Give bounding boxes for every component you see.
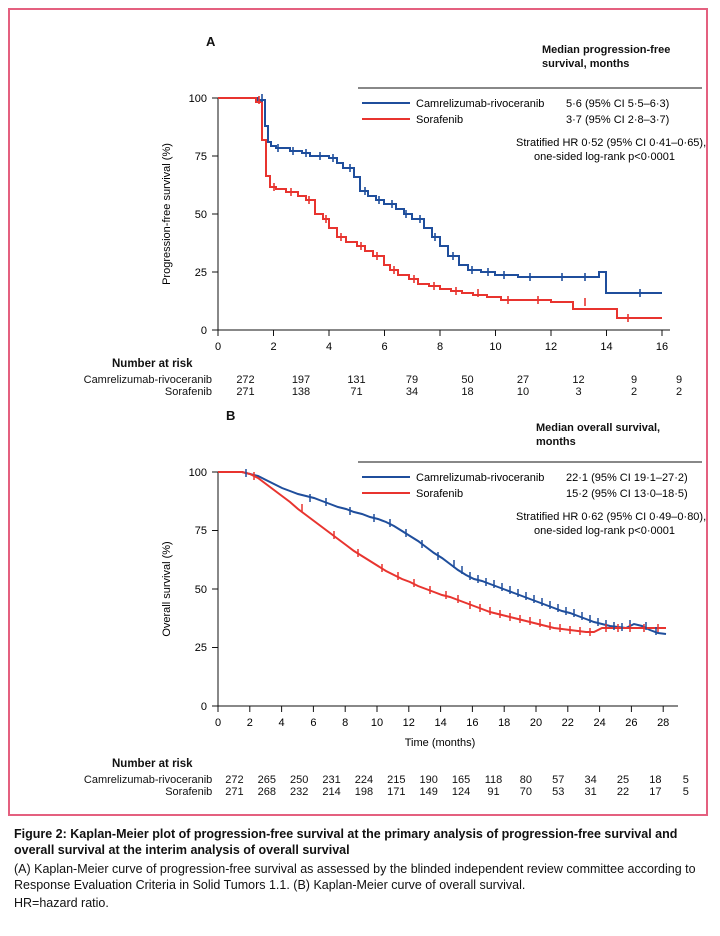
risk-cell: 31 xyxy=(584,786,597,798)
panel-a-risk-title: Number at risk xyxy=(112,358,193,370)
svg-text:75: 75 xyxy=(194,151,207,163)
panel-a-chart xyxy=(10,20,710,410)
svg-text:50: 50 xyxy=(194,584,207,596)
svg-text:10: 10 xyxy=(370,717,384,729)
svg-text:0: 0 xyxy=(214,717,222,729)
panel-b-risk-row-label-camrelizumab: Camrelizumab-rivoceranib xyxy=(83,774,213,786)
risk-cell: 215 xyxy=(387,774,406,786)
panel-b-x-ticks xyxy=(215,706,669,729)
risk-cell: 190 xyxy=(419,774,438,786)
panel-a-x-ticks xyxy=(215,330,668,353)
risk-cell: 5 xyxy=(682,786,689,798)
svg-text:0: 0 xyxy=(200,701,207,713)
svg-text:0: 0 xyxy=(200,325,207,337)
table-row xyxy=(24,786,700,798)
svg-text:20: 20 xyxy=(529,717,543,729)
risk-cell: 2 xyxy=(630,386,638,398)
panel-b-stat-line1: Stratified HR 0·62 (95% CI 0·49–0·80), xyxy=(516,511,707,523)
svg-text:16: 16 xyxy=(466,717,479,729)
panel-a-legend-label-sorafenib: Sorafenib xyxy=(416,114,464,126)
panel-b-legend-label-sorafenib: Sorafenib xyxy=(416,488,464,500)
risk-cell: 18 xyxy=(461,386,474,398)
panel-b-chart xyxy=(10,414,710,774)
risk-cell: 10 xyxy=(516,386,530,398)
figure-caption-title: Figure 2: Kaplan-Meier plot of progression-free survival at the primary analysis of progression-free survival and overall survival at the interim analysis of overall survival xyxy=(14,827,678,858)
figure-caption-abbrev: HR=hazard ratio. xyxy=(14,896,109,910)
panel-a-curve-sorafenib xyxy=(218,98,662,318)
panel-a-curve-camrelizumab xyxy=(218,98,662,293)
risk-cell: 271 xyxy=(236,386,255,398)
risk-cell: 197 xyxy=(291,374,311,386)
svg-text:50: 50 xyxy=(194,209,207,221)
risk-cell: 80 xyxy=(519,774,532,786)
svg-text:14: 14 xyxy=(434,717,447,729)
svg-text:6: 6 xyxy=(310,717,317,729)
table-row xyxy=(24,374,696,386)
panel-a-legend-header-line1: Median progression-free xyxy=(542,44,671,56)
panel-b-x-axis-title: Time (months) xyxy=(404,737,476,749)
panel-b-legend-header-line2: months xyxy=(536,435,576,448)
risk-cell: 265 xyxy=(257,774,277,786)
svg-text:18: 18 xyxy=(498,717,511,729)
risk-cell: 224 xyxy=(354,774,374,786)
panel-b-stat-line2: one-sided log-rank p<0·0001 xyxy=(534,525,675,537)
risk-cell: 165 xyxy=(451,774,471,786)
figure-caption xyxy=(14,826,706,913)
svg-text:8: 8 xyxy=(342,717,349,729)
table-row xyxy=(24,386,696,398)
risk-cell: 71 xyxy=(350,386,363,398)
risk-cell: 272 xyxy=(225,774,244,786)
risk-cell: 171 xyxy=(387,786,406,798)
panel-a-median-camrelizumab: 5·6 (95% CI 5·5–6·3) xyxy=(566,98,670,110)
risk-cell: 5 xyxy=(682,774,689,786)
risk-cell: 27 xyxy=(516,374,530,386)
svg-text:4: 4 xyxy=(325,341,333,353)
panel-b-median-camrelizumab: 22·1 (95% CI 19·1–27·2) xyxy=(566,472,688,484)
svg-text:25: 25 xyxy=(194,267,207,279)
risk-cell: 22 xyxy=(616,786,630,798)
risk-cell: 118 xyxy=(484,774,503,786)
svg-text:0: 0 xyxy=(214,341,222,353)
panel-a-y-ticks xyxy=(189,93,218,337)
risk-cell: 271 xyxy=(225,786,244,798)
svg-text:6: 6 xyxy=(381,341,388,353)
panel-a-legend-label-camrelizumab: Camrelizumab-rivoceranib xyxy=(416,98,545,110)
risk-cell: 268 xyxy=(257,786,277,798)
risk-cell: 149 xyxy=(419,786,438,798)
risk-cell: 18 xyxy=(649,774,662,786)
risk-cell: 272 xyxy=(236,374,255,386)
svg-text:2: 2 xyxy=(270,341,277,353)
risk-cell: 17 xyxy=(649,786,662,798)
risk-cell: 50 xyxy=(461,374,474,386)
panel-b-median-sorafenib: 15·2 (95% CI 13·0–18·5) xyxy=(566,488,688,500)
panel-a-risk-row-label-sorafenib: Sorafenib xyxy=(164,386,212,398)
risk-cell: 12 xyxy=(572,374,585,386)
panel-b-y-axis-title: Overall survival (%) xyxy=(161,541,173,637)
table-row xyxy=(24,774,700,786)
panel-a-label: A xyxy=(206,34,216,49)
panel-a-legend-header-line2: survival, months xyxy=(542,57,630,70)
panel-a-stat-line2: one-sided log-rank p<0·0001 xyxy=(534,151,675,163)
panel-b-risk-title: Number at risk xyxy=(112,758,193,770)
figure-border-box xyxy=(8,8,708,816)
svg-text:100: 100 xyxy=(188,467,207,479)
panel-b-y-ticks xyxy=(189,467,218,713)
risk-cell: 124 xyxy=(451,786,471,798)
svg-text:22: 22 xyxy=(561,717,574,729)
panel-a-risk-row-label-camrelizumab: Camrelizumab-rivoceranib xyxy=(83,374,212,386)
svg-text:100: 100 xyxy=(188,93,207,105)
risk-cell: 70 xyxy=(519,786,532,798)
risk-cell: 34 xyxy=(584,774,597,786)
svg-text:4: 4 xyxy=(278,717,285,729)
risk-cell: 3 xyxy=(575,386,582,398)
risk-cell: 231 xyxy=(322,774,341,786)
risk-cell: 214 xyxy=(322,786,341,798)
svg-text:24: 24 xyxy=(593,717,606,729)
panel-b-label: B xyxy=(226,408,236,423)
svg-text:8: 8 xyxy=(436,341,444,353)
panel-b-legend-header-line1: Median overall survival, xyxy=(536,422,661,434)
svg-text:16: 16 xyxy=(655,341,669,353)
svg-text:2: 2 xyxy=(246,717,253,729)
svg-text:26: 26 xyxy=(625,717,638,729)
risk-cell: 232 xyxy=(290,786,309,798)
svg-text:75: 75 xyxy=(194,525,207,537)
risk-cell: 131 xyxy=(347,374,366,386)
panel-a-median-sorafenib: 3·7 (95% CI 2·8–3·7) xyxy=(566,114,670,126)
risk-cell: 34 xyxy=(405,386,419,398)
svg-text:12: 12 xyxy=(402,717,415,729)
risk-cell: 2 xyxy=(675,386,683,398)
risk-cell: 250 xyxy=(290,774,309,786)
risk-cell: 79 xyxy=(405,374,419,386)
risk-cell: 25 xyxy=(616,774,630,786)
risk-cell: 91 xyxy=(487,786,500,798)
svg-text:14: 14 xyxy=(600,341,613,353)
panel-b-risk-row-label-sorafenib: Sorafenib xyxy=(165,786,213,798)
svg-text:10: 10 xyxy=(489,341,502,353)
figure-caption-body: (A) Kaplan-Meier curve of progression-free survival as assessed by the blinded independent review committee according to Response Evaluation Criteria in Solid Tumors 1.1. (B) Kaplan-Meier curve of overall survival. xyxy=(14,861,696,892)
svg-text:28: 28 xyxy=(657,717,670,729)
panel-a-stat-line1: Stratified HR 0·52 (95% CI 0·41–0·65), xyxy=(516,137,707,149)
risk-cell: 57 xyxy=(552,774,565,786)
risk-cell: 9 xyxy=(675,374,683,386)
panel-b-legend-label-camrelizumab: Camrelizumab-rivoceranib xyxy=(416,472,545,484)
svg-text:12: 12 xyxy=(544,341,558,353)
risk-cell: 53 xyxy=(552,786,565,798)
panel-a-y-axis-title: Progression-free survival (%) xyxy=(161,143,173,285)
risk-cell: 138 xyxy=(291,386,311,398)
risk-cell: 198 xyxy=(354,786,374,798)
risk-cell: 9 xyxy=(630,374,638,386)
svg-text:25: 25 xyxy=(194,642,207,654)
